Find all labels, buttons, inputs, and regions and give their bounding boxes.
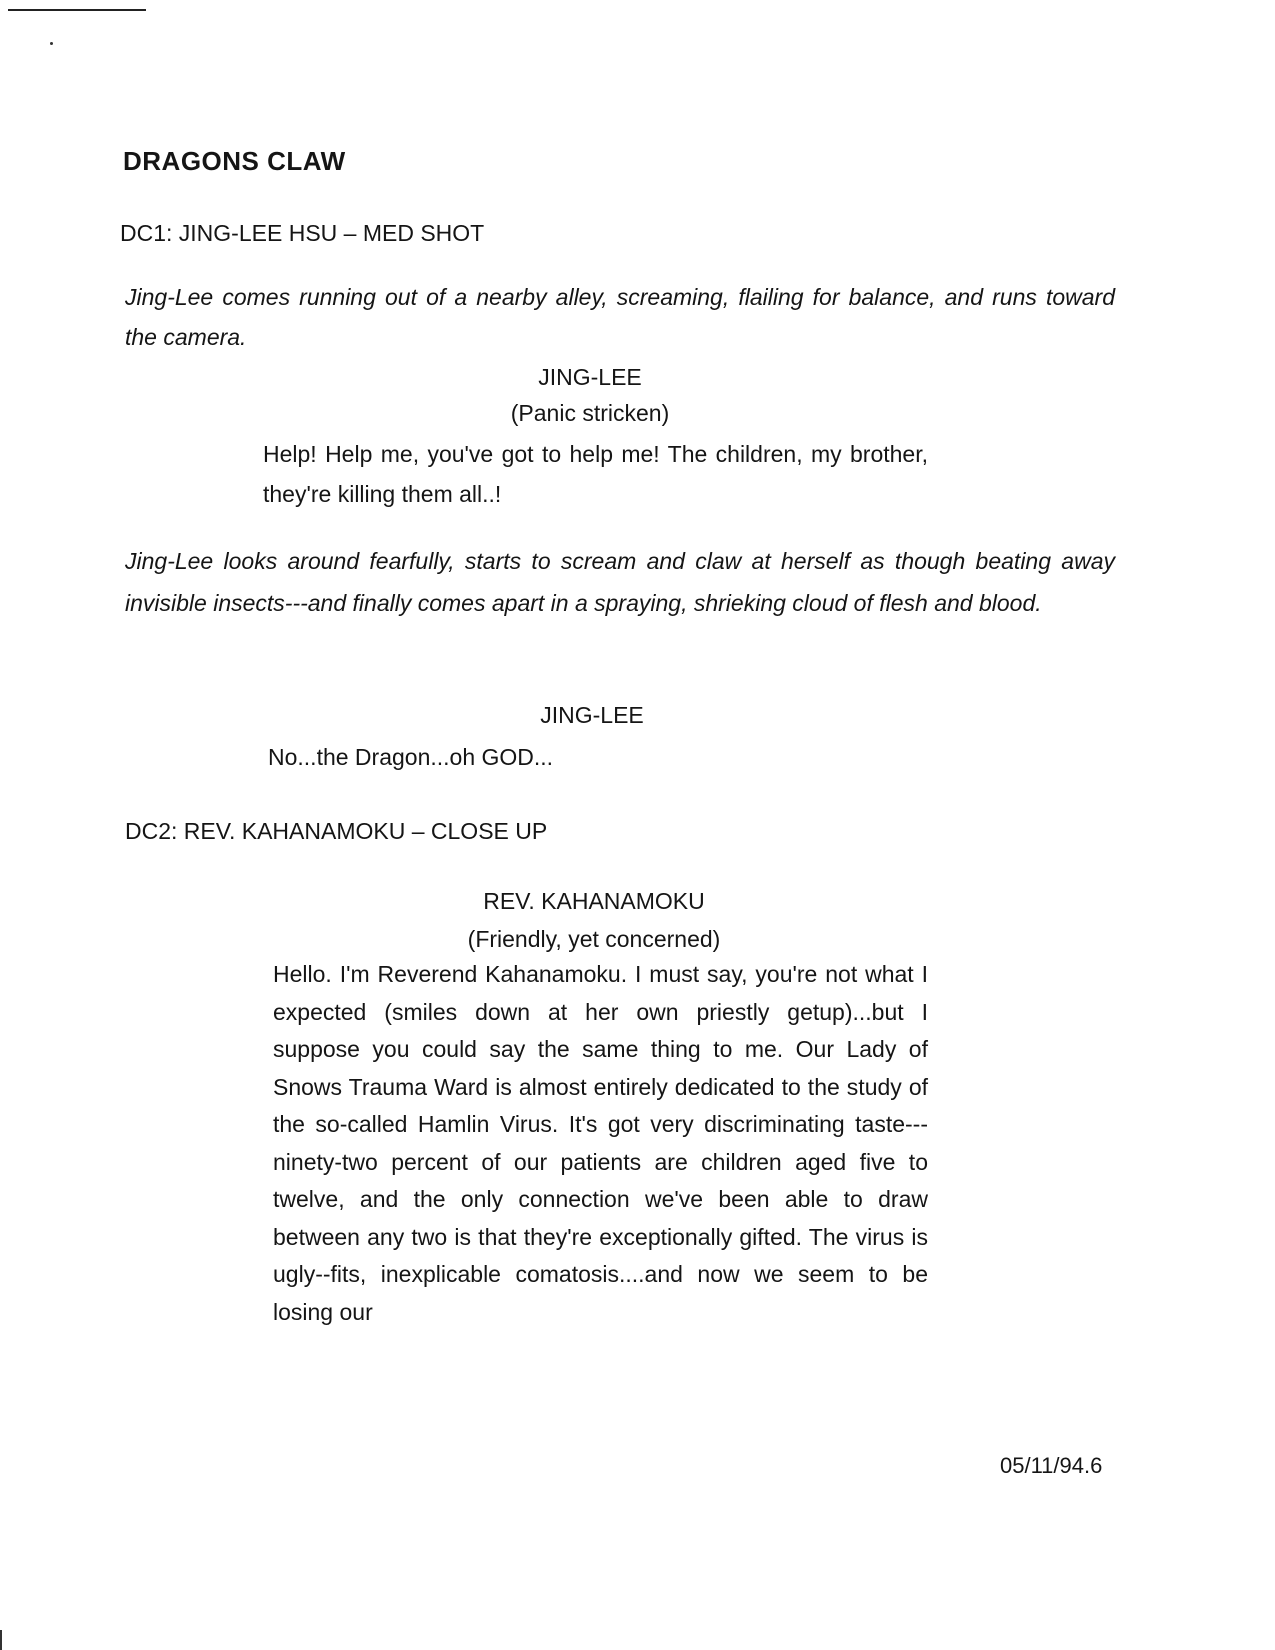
scene-heading-dc2: DC2: REV. KAHANAMOKU – CLOSE UP — [125, 818, 548, 844]
scan-edge-mark — [0, 1630, 2, 1650]
scene-heading-dc1: DC1: JING-LEE HSU – MED SHOT — [120, 220, 485, 246]
page-title: DRAGONS CLAW — [123, 146, 346, 176]
scan-rule-mark — [8, 9, 146, 11]
dialogue-line: No...the Dragon...oh GOD... — [268, 744, 554, 770]
character-name: JING-LEE — [538, 364, 642, 390]
action-paragraph: Jing-Lee looks around fearfully, starts to scream and claw at herself as though beating away invisible insects---and finally comes apart in a spraying, shrieking cloud of flesh and blood. — [125, 548, 1115, 616]
character-name: JING-LEE — [540, 702, 644, 728]
scan-dot-mark — [50, 42, 53, 45]
character-name: REV. KAHANAMOKU — [483, 888, 705, 914]
parenthetical: (Friendly, yet concerned) — [467, 926, 721, 952]
action-paragraph: Jing-Lee comes running out of a nearby alley, screaming, flailing for balance, and runs toward the camera. — [125, 284, 1115, 350]
dialogue-paragraph: Help! Help me, you've got to help me! The children, my brother, they're killing them all..! — [263, 441, 928, 507]
footer-date-stamp: 05/11/94.6 — [1000, 1453, 1103, 1478]
parenthetical: (Panic stricken) — [510, 400, 670, 426]
dialogue-paragraph: Hello. I'm Reverend Kahanamoku. I must say, you're not what I expected (smiles down at her own priestly getup)...but I suppose you could say the same thing to me. Our Lady of Snows Trauma Ward is almost entirely dedicated to the study of the so-called Hamlin Virus. It's got very discriminating taste---ninety-two percent of our patients are children aged five to twelve, and the only connection we've been able to draw between any two is that they're exceptionally gifted. The virus is ugly--fits, inexplicable comatosis....and now we seem to be losing our — [273, 961, 928, 1325]
